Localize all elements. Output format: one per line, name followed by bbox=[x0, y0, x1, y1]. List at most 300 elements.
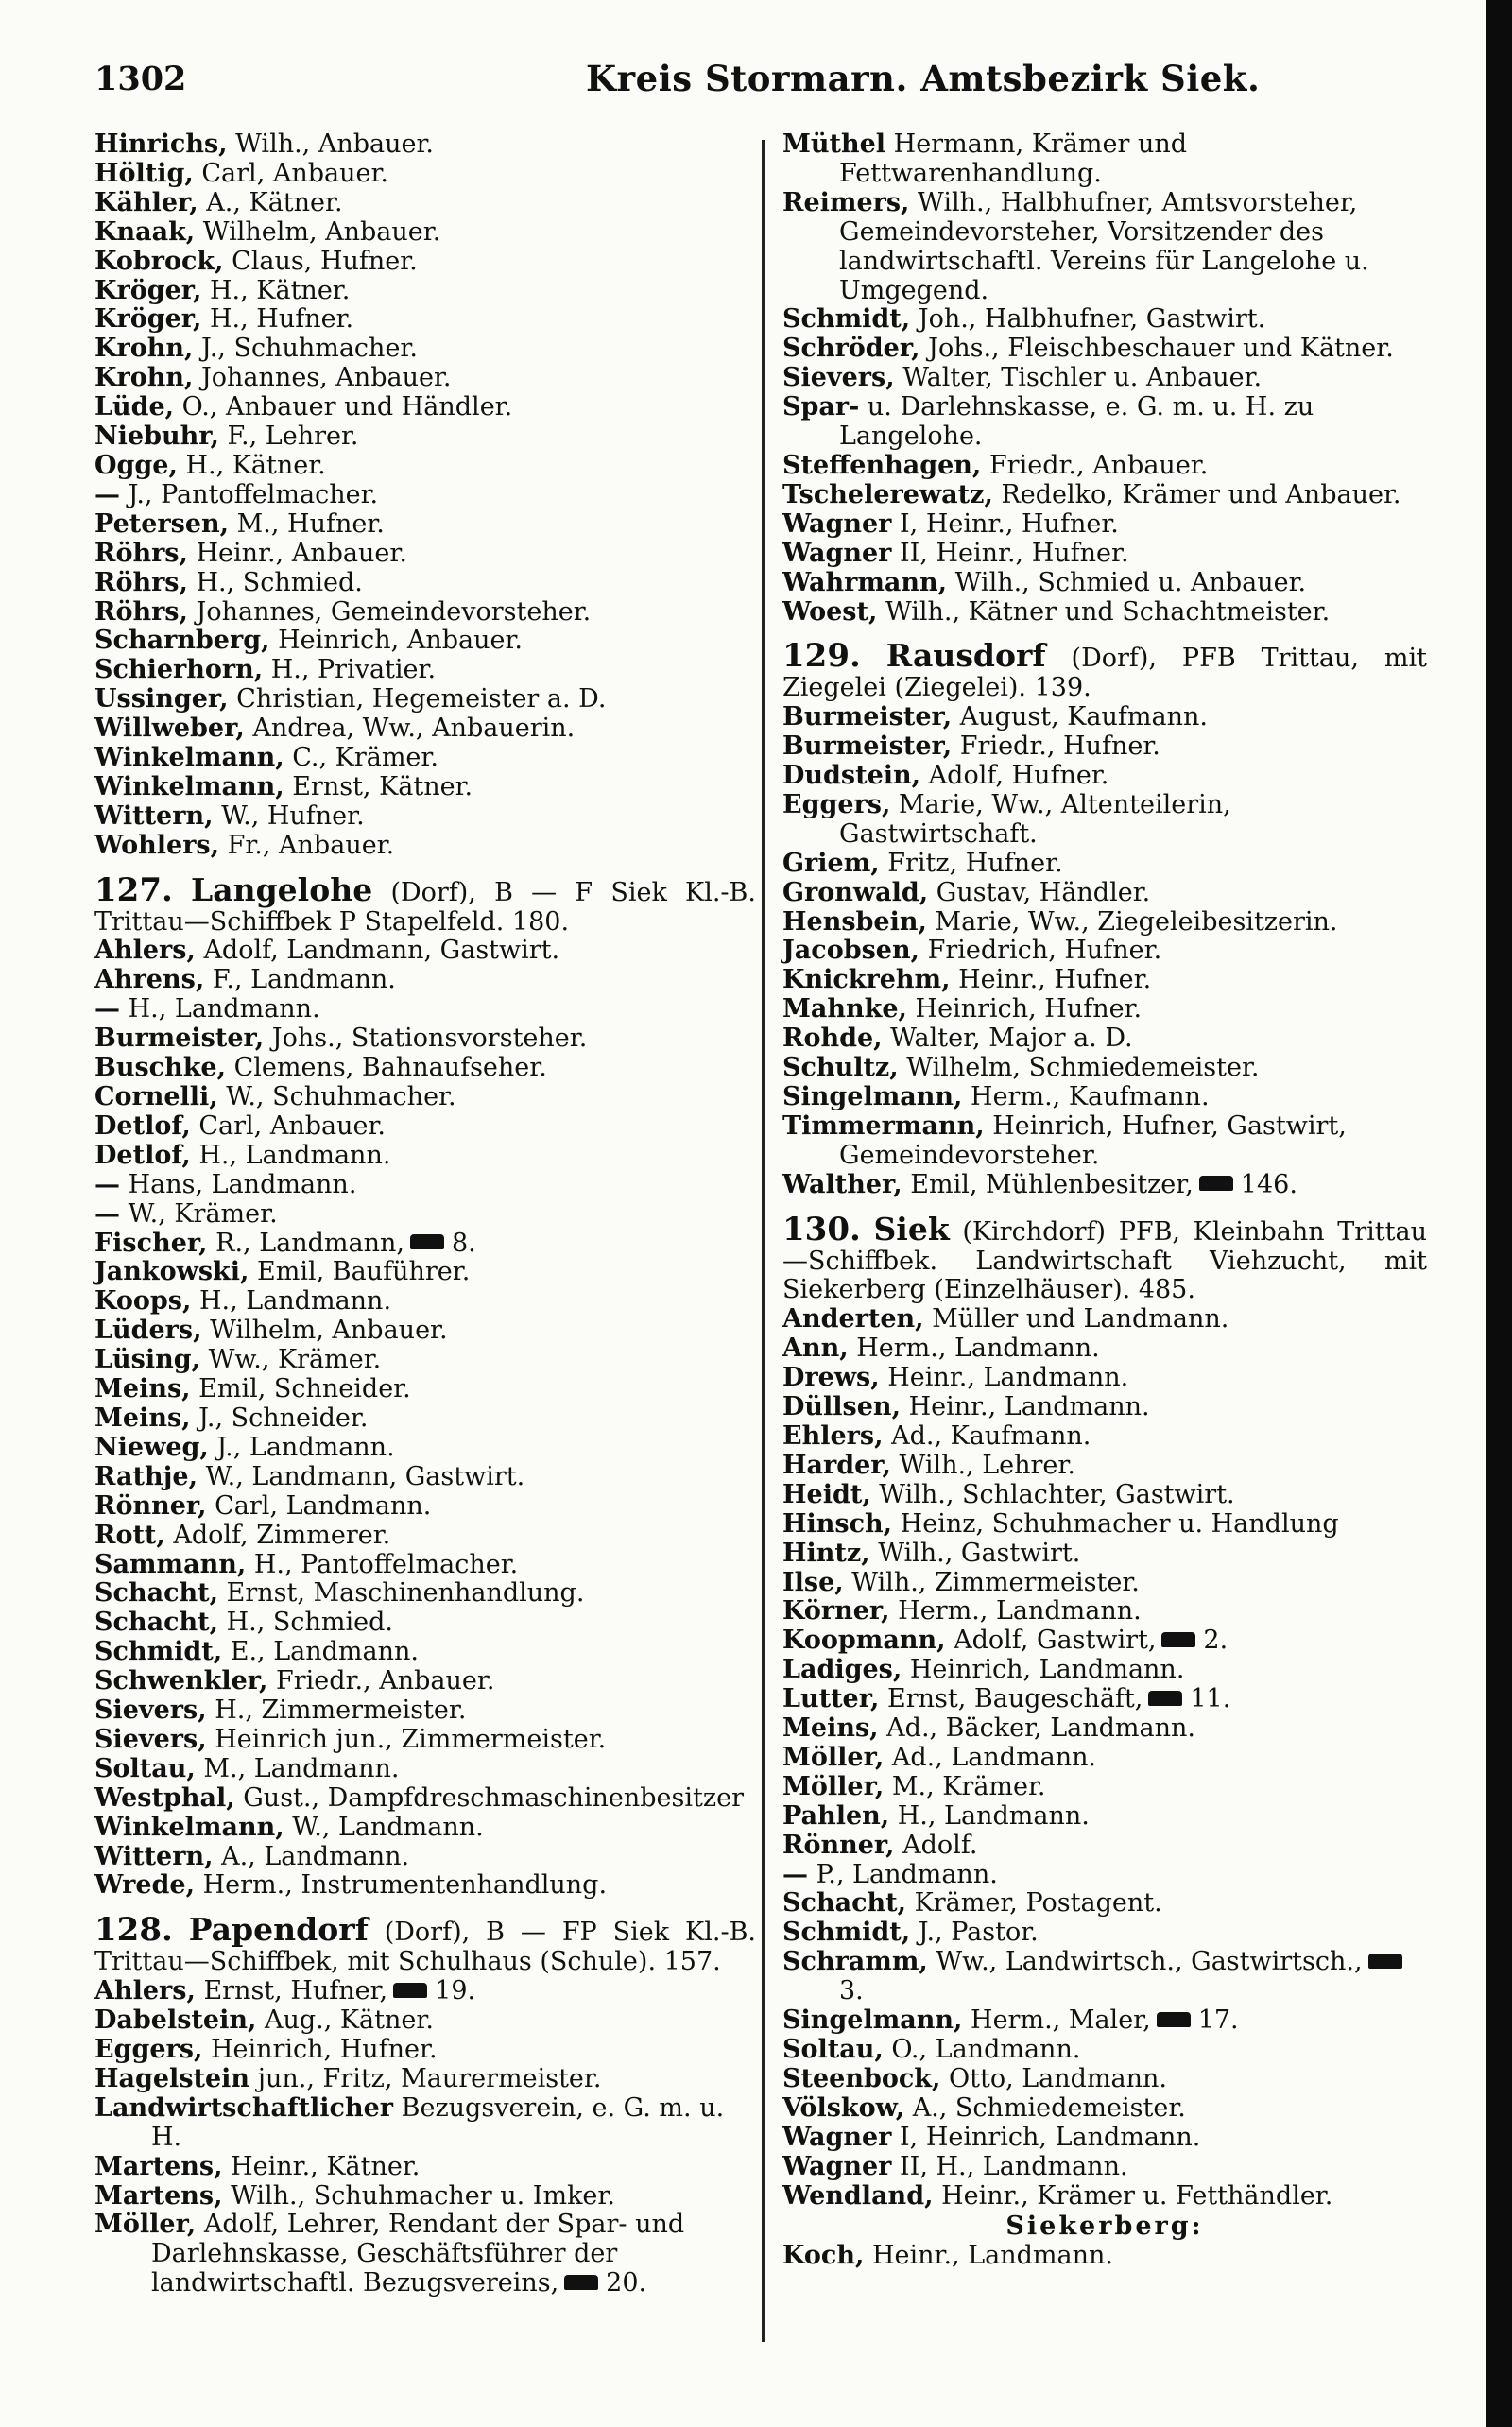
entry-name: Willweber, bbox=[94, 714, 245, 744]
entry-details: Wilhelm, Schmiedemeister. bbox=[906, 1053, 1260, 1083]
directory-entry bbox=[94, 1755, 756, 1784]
entry-details: Wilhelm, Anbauer. bbox=[202, 216, 441, 247]
phone-icon bbox=[564, 2275, 598, 2290]
entry-name: Hinsch, bbox=[782, 1508, 893, 1539]
entry-details: Clemens, Bahnaufseher. bbox=[233, 1053, 547, 1083]
entry-details: R., Landmann, bbox=[215, 1228, 404, 1258]
directory-entry bbox=[94, 393, 756, 422]
directory-entry bbox=[94, 2006, 756, 2036]
entry-name: Westphal, bbox=[94, 1782, 235, 1813]
directory-entry bbox=[782, 1481, 1427, 1510]
entry-name: Ann, bbox=[782, 1334, 849, 1364]
directory-entry bbox=[94, 1230, 756, 1259]
entry-name: Harder, bbox=[782, 1450, 891, 1480]
entry-name: Kröger, bbox=[94, 275, 202, 305]
entry-name: Knickrehm, bbox=[782, 965, 951, 995]
entry-details: H., Landmann. bbox=[897, 1800, 1090, 1831]
directory-entry bbox=[94, 1843, 756, 1872]
directory-entry bbox=[94, 452, 756, 481]
directory-entry bbox=[94, 1142, 756, 1171]
phone-number: 11. bbox=[1190, 1684, 1231, 1714]
entry-name: Schröder, bbox=[782, 334, 920, 364]
entry-details: Heinr., Landmann. bbox=[908, 1392, 1150, 1422]
directory-entry bbox=[94, 218, 756, 248]
entry-name: Fischer, bbox=[94, 1228, 208, 1258]
locality-details: (Kirchdorf) PFB, Kleinbahn Trittau—Schiffbek. Landwirtschaft Viehzucht, mit Siekerberg (Einzelhäuser). 485. bbox=[782, 1216, 1427, 1305]
locality-number: 129. bbox=[782, 637, 861, 676]
entry-details: W., Hufner. bbox=[221, 800, 365, 831]
entry-name: Möller, bbox=[782, 1771, 885, 1801]
directory-entry bbox=[782, 335, 1427, 364]
entry-name: Krohn, bbox=[94, 363, 194, 393]
entry-name: Walther, bbox=[782, 1169, 902, 1199]
directory-entry bbox=[94, 1434, 756, 1463]
entry-name: Burmeister, bbox=[782, 702, 953, 732]
phone-number: 17. bbox=[1197, 2005, 1239, 2036]
directory-entry bbox=[94, 277, 756, 306]
entry-details: Wilh., Gastwirt. bbox=[878, 1538, 1081, 1568]
right-column bbox=[782, 130, 1427, 2271]
entry-name: Knaak, bbox=[94, 216, 196, 247]
entry-details: Adolf. bbox=[902, 1830, 978, 1860]
directory-entry bbox=[94, 773, 756, 802]
directory-entry bbox=[94, 2036, 756, 2065]
directory-entry bbox=[94, 189, 756, 218]
entry-details: Carl, Anbauer. bbox=[201, 158, 389, 188]
entry-details: Friedr., Anbauer. bbox=[276, 1666, 495, 1696]
entry-details: H., Kätner. bbox=[210, 275, 351, 305]
locality-details: (Dorf), PFB Trittau, mit Ziegelei (Ziegelei). 139. bbox=[782, 644, 1427, 703]
entry-name: Dudstein, bbox=[782, 761, 921, 791]
entry-name: Meins, bbox=[94, 1374, 191, 1404]
entry-name: Rönner, bbox=[94, 1490, 207, 1521]
directory-entry bbox=[94, 569, 756, 598]
entry-name: Hensbein, bbox=[782, 906, 927, 937]
phone-icon bbox=[1157, 2012, 1191, 2027]
entry-name: Lüde, bbox=[94, 392, 175, 422]
phone-number: 2. bbox=[1203, 1626, 1228, 1656]
entry-name: Scharnberg, bbox=[94, 626, 270, 656]
directory-entry bbox=[94, 714, 756, 744]
entry-details: Ad., Kaufmann. bbox=[891, 1420, 1091, 1451]
entry-details: W., Landmann. bbox=[292, 1812, 484, 1842]
sub-heading: Siekerberg: bbox=[1005, 2212, 1204, 2242]
directory-entry bbox=[94, 1287, 756, 1317]
directory-entry bbox=[94, 656, 756, 685]
entry-details: Walter, Major a. D. bbox=[890, 1024, 1133, 1054]
entry-name: Eggers, bbox=[94, 2035, 203, 2064]
entry-details: A., Landmann. bbox=[221, 1841, 410, 1871]
entry-details: I, Heinr., Hufner. bbox=[899, 508, 1119, 539]
locality-heading bbox=[94, 1911, 756, 1977]
entry-name: Kähler, bbox=[94, 187, 198, 217]
directory-entry bbox=[782, 995, 1427, 1024]
entry-name: Ehlers, bbox=[782, 1420, 884, 1451]
entry-details: Heinr., Krämer u. Fetthändler. bbox=[941, 2180, 1333, 2211]
entry-details: Johs., Fleischbeschauer und Kätner. bbox=[928, 334, 1394, 364]
entry-name: Wagner bbox=[782, 508, 892, 539]
locality-heading bbox=[782, 637, 1427, 703]
directory-entry bbox=[94, 995, 756, 1024]
entry-details: Heinrich jun., Zimmermeister. bbox=[215, 1724, 607, 1754]
phone-number: 146. bbox=[1240, 1169, 1297, 1199]
entry-details: Heinrich, Anbauer. bbox=[278, 626, 524, 656]
entry-details: Wilh., Kätner und Schachtmeister. bbox=[885, 596, 1331, 627]
directory-entry bbox=[782, 937, 1427, 966]
directory-entry bbox=[782, 1422, 1427, 1452]
entry-details: J., Schneider. bbox=[198, 1403, 369, 1433]
entry-name: Schmidt, bbox=[782, 304, 911, 335]
directory-entry bbox=[94, 1404, 756, 1434]
entry-name: Rathje, bbox=[94, 1461, 198, 1491]
entry-name: Woest, bbox=[782, 596, 878, 627]
entry-details: E., Landmann. bbox=[230, 1637, 419, 1667]
entry-name: Buschke, bbox=[94, 1053, 227, 1083]
directory-entry bbox=[782, 1627, 1427, 1656]
directory-entry bbox=[94, 540, 756, 569]
entry-details: Wilh., Schuhmacher u. Imker. bbox=[231, 2180, 615, 2211]
entry-details: I, Heinrich, Landmann. bbox=[899, 2122, 1201, 2152]
entry-name: Ahlers, bbox=[94, 1976, 196, 2006]
directory-entry bbox=[94, 1346, 756, 1375]
entry-details: Friedrich, Hufner. bbox=[927, 936, 1162, 966]
directory-entry bbox=[94, 248, 756, 277]
directory-entry bbox=[782, 2006, 1427, 2036]
directory-entry bbox=[94, 627, 756, 656]
entry-name: Winkelmann, bbox=[94, 771, 284, 801]
entry-details: Aug., Kätner. bbox=[264, 2005, 434, 2036]
entry-details: Wilh., Lehrer. bbox=[899, 1450, 1075, 1480]
entry-name: Kröger, bbox=[94, 304, 202, 335]
entry-name: Winkelmann, bbox=[94, 1812, 284, 1842]
entry-details: Johannes, Gemeindevorsteher. bbox=[196, 596, 592, 627]
entry-name: Wagner bbox=[782, 538, 892, 568]
directory-entry bbox=[94, 1522, 756, 1551]
entry-details: Fritz, Hufner. bbox=[887, 848, 1063, 878]
directory-entry bbox=[782, 2153, 1427, 2182]
directory-entry bbox=[782, 2242, 1427, 2271]
entry-details: Heinr., Anbauer. bbox=[196, 538, 407, 568]
directory-entry bbox=[782, 1569, 1427, 1598]
directory-entry bbox=[94, 1667, 756, 1696]
entry-details: Wilh., Zimmermeister. bbox=[851, 1567, 1140, 1597]
directory-entry bbox=[94, 335, 756, 364]
entry-name: — bbox=[782, 1859, 808, 1889]
entry-details: Ernst, Kätner. bbox=[292, 771, 473, 801]
entry-details: Ernst, Hufner, bbox=[203, 1976, 388, 2006]
directory-entry bbox=[94, 510, 756, 540]
entry-details: Ww., Landwirtsch., Gastwirtsch., bbox=[936, 1947, 1363, 1977]
directory-entry bbox=[94, 1784, 756, 1814]
entry-details: jun., Fritz, Maurermeister. bbox=[257, 2063, 602, 2093]
entry-name: Wagner bbox=[782, 2122, 892, 2152]
entry-name: Ahlers, bbox=[94, 936, 196, 966]
entry-details: Wilh., Anbauer. bbox=[235, 129, 434, 159]
locality-number: 128. bbox=[94, 1911, 173, 1950]
entry-name: Griem, bbox=[782, 848, 880, 878]
entry-details: Marie, Ww., Altenteilerin, Gastwirtschaft. bbox=[839, 789, 1231, 849]
entry-details: O., Anbauer und Händler. bbox=[181, 392, 513, 422]
entry-name: Krohn, bbox=[94, 334, 194, 364]
directory-entry bbox=[94, 2153, 756, 2182]
directory-entry bbox=[782, 1393, 1427, 1422]
directory-entry bbox=[782, 1452, 1427, 1481]
page-header bbox=[94, 45, 1446, 112]
directory-entry bbox=[782, 879, 1427, 908]
entry-name: Wohlers, bbox=[94, 830, 220, 860]
entry-details: II, Heinr., Hufner. bbox=[899, 538, 1129, 568]
entry-name: Schramm, bbox=[782, 1947, 928, 1977]
entry-name: Koch, bbox=[782, 2241, 865, 2271]
directory-entry bbox=[94, 966, 756, 995]
phone-icon bbox=[393, 1983, 427, 1998]
entry-name: Landwirtschaftlicher bbox=[94, 2092, 394, 2123]
directory-entry bbox=[782, 2124, 1427, 2153]
directory-entry bbox=[782, 703, 1427, 732]
entry-details: Joh., Halbhufner, Gastwirt. bbox=[918, 304, 1266, 335]
entry-name: Schmidt, bbox=[94, 1637, 223, 1667]
entry-details: II, H., Landmann. bbox=[899, 2151, 1128, 2181]
entry-name: Schmidt, bbox=[782, 1918, 911, 1948]
locality-number: 127. bbox=[94, 870, 173, 909]
directory-entry bbox=[782, 1802, 1427, 1832]
entry-details: Hans, Landmann. bbox=[128, 1169, 357, 1199]
entry-details: Fr., Anbauer. bbox=[227, 830, 395, 860]
entry-name: Müthel bbox=[782, 129, 886, 159]
entry-name: Völskow, bbox=[782, 2092, 905, 2123]
entry-details: Heinrich, Landmann. bbox=[909, 1655, 1185, 1685]
entry-details: M., Landmann. bbox=[203, 1753, 400, 1783]
entry-details: Otto, Landmann. bbox=[949, 2063, 1168, 2093]
directory-entry bbox=[782, 2094, 1427, 2124]
directory-entry bbox=[94, 1463, 756, 1492]
entry-details: W., Landmann, Gastwirt. bbox=[205, 1461, 525, 1491]
directory-entry bbox=[94, 1112, 756, 1142]
entry-details: Ad., Bäcker, Landmann. bbox=[886, 1713, 1195, 1744]
entry-details: Wilh., Halbhufner, Amtsvorsteher, Gemeindevorsteher, Vorsitzender des landwirtschaftl. Vereins für Langelohe u. Umgegend. bbox=[839, 187, 1369, 305]
entry-name: Koops, bbox=[94, 1286, 192, 1317]
entry-details: Krämer, Postagent. bbox=[914, 1888, 1162, 1919]
entry-details: W., Krämer. bbox=[128, 1198, 278, 1229]
entry-details: Redelko, Krämer und Anbauer. bbox=[1001, 479, 1401, 509]
directory-entry bbox=[94, 1375, 756, 1404]
entry-details: Herm., Landmann. bbox=[898, 1596, 1142, 1627]
entry-details: Walter, Tischler u. Anbauer. bbox=[902, 363, 1263, 393]
entry-details: Herm., Kaufmann. bbox=[971, 1082, 1210, 1111]
entry-details: J., Landmann. bbox=[216, 1432, 395, 1462]
entry-name: Singelmann, bbox=[782, 2005, 963, 2036]
entry-details: P., Landmann. bbox=[816, 1859, 998, 1889]
directory-entry bbox=[782, 2065, 1427, 2094]
directory-entry bbox=[94, 364, 756, 393]
directory-entry bbox=[782, 481, 1427, 510]
directory-entry bbox=[782, 732, 1427, 762]
entry-details: Emil, Schneider. bbox=[198, 1374, 411, 1404]
directory-entry bbox=[94, 1054, 756, 1083]
directory-entry bbox=[782, 1656, 1427, 1685]
directory-entry bbox=[782, 1744, 1427, 1773]
directory-entry bbox=[782, 598, 1427, 628]
entry-name: Sievers, bbox=[94, 1724, 207, 1754]
directory-entry bbox=[782, 908, 1427, 938]
directory-entry bbox=[782, 1861, 1427, 1890]
directory-entry bbox=[94, 160, 756, 189]
entry-name: Schierhorn, bbox=[94, 655, 264, 685]
running-head: Kreis Stormarn. Amtsbezirk Siek. bbox=[586, 58, 1261, 99]
entry-details: H., Kätner. bbox=[185, 450, 326, 480]
entry-name: Soltau, bbox=[94, 1753, 196, 1783]
directory-entry bbox=[94, 598, 756, 628]
entry-name: Detlof, bbox=[94, 1110, 191, 1141]
entry-name: Spar- bbox=[782, 392, 860, 422]
phone-number: 19. bbox=[435, 1976, 476, 2006]
directory-entry bbox=[782, 1948, 1427, 2006]
directory-entry bbox=[782, 1510, 1427, 1540]
directory-entry bbox=[782, 1540, 1427, 1569]
locality-details: (Dorf), B — FP Siek Kl.-B. Trittau—Schiffbek, mit Schulhaus (Schule). 157. bbox=[94, 1918, 756, 1977]
entry-name: Sammann, bbox=[94, 1549, 247, 1579]
entry-details: Adolf, Hufner. bbox=[928, 761, 1109, 791]
entry-details: Adolf, Landmann, Gastwirt. bbox=[203, 936, 560, 966]
directory-entry bbox=[94, 685, 756, 714]
entry-name: Ahrens, bbox=[94, 965, 205, 995]
entry-name: Meins, bbox=[94, 1403, 191, 1433]
entry-name: Steenbock, bbox=[782, 2063, 941, 2093]
locality-number: 130. bbox=[782, 1210, 861, 1248]
entry-name: Mahnke, bbox=[782, 994, 907, 1024]
phone-number: 8. bbox=[451, 1228, 476, 1258]
entry-name: Sievers, bbox=[782, 363, 895, 393]
entry-name: Schacht, bbox=[94, 1608, 219, 1638]
page-edge-shadow bbox=[1486, 0, 1512, 2427]
directory-entry bbox=[782, 2182, 1427, 2212]
directory-entry bbox=[782, 1083, 1427, 1112]
entry-name: Möller, bbox=[782, 1742, 885, 1772]
entry-details: Johannes, Anbauer. bbox=[200, 363, 452, 393]
entry-name: Martens, bbox=[94, 2180, 223, 2211]
entry-name: Tschelerewatz, bbox=[782, 479, 993, 509]
entry-details: Adolf, Zimmerer. bbox=[173, 1520, 391, 1550]
directory-entry bbox=[782, 452, 1427, 481]
entry-name: — bbox=[94, 1169, 120, 1199]
entry-name: Lutter, bbox=[782, 1684, 880, 1714]
locality-name: Papendorf bbox=[188, 1911, 369, 1949]
directory-entry bbox=[782, 1773, 1427, 1802]
entry-details: Heinr., Hufner. bbox=[958, 965, 1152, 995]
entry-details: H., Schmied. bbox=[196, 567, 363, 597]
entry-details: Carl, Anbauer. bbox=[198, 1110, 386, 1141]
phone-icon bbox=[410, 1234, 444, 1249]
entry-name: Hinrichs, bbox=[94, 129, 228, 159]
directory-entry bbox=[782, 130, 1427, 189]
phone-icon bbox=[1368, 1954, 1402, 1969]
entry-details: Adolf, Gastwirt, bbox=[954, 1626, 1157, 1656]
entry-name: Sievers, bbox=[94, 1695, 207, 1726]
entry-details: Marie, Ww., Ziegeleibesitzerin. bbox=[935, 906, 1338, 937]
entry-details: Friedr., Anbauer. bbox=[988, 450, 1209, 480]
entry-details: u. Darlehnskasse, e. G. m. u. H. zu Langelohe. bbox=[839, 392, 1314, 452]
entry-details: H., Schmied. bbox=[226, 1608, 393, 1638]
entry-name: Röhrs, bbox=[94, 596, 188, 627]
entry-name: Burmeister, bbox=[782, 732, 953, 762]
page-number: 1302 bbox=[94, 59, 187, 98]
locality-name: Langelohe bbox=[191, 870, 373, 908]
entry-name: Pahlen, bbox=[782, 1800, 890, 1831]
directory-entry bbox=[782, 850, 1427, 879]
entry-details: O., Landmann. bbox=[891, 2035, 1081, 2064]
entry-details: F., Landmann. bbox=[212, 965, 396, 995]
directory-entry bbox=[94, 2211, 756, 2298]
entry-name: Lüsing, bbox=[94, 1345, 200, 1375]
entry-name: Nieweg, bbox=[94, 1432, 209, 1462]
entry-details: Claus, Hufner. bbox=[232, 246, 418, 276]
entry-name: Niebuhr, bbox=[94, 422, 219, 452]
directory-entry bbox=[782, 510, 1427, 540]
directory-entry bbox=[782, 540, 1427, 569]
phone-number: 3. bbox=[839, 1976, 864, 2006]
directory-entry bbox=[782, 1334, 1427, 1364]
entry-name: Möller, bbox=[94, 2210, 197, 2240]
entry-details: Heinrich, Hufner. bbox=[210, 2035, 438, 2064]
entry-details: Wilh., Schmied u. Anbauer. bbox=[954, 567, 1307, 597]
entry-name: Wagner bbox=[782, 2151, 892, 2181]
locality-heading bbox=[94, 870, 756, 938]
entry-name: Anderten, bbox=[782, 1304, 924, 1334]
entry-details: J., Pastor. bbox=[918, 1918, 1039, 1948]
directory-entry bbox=[94, 1638, 756, 1667]
entry-details: Heinr., Landmann. bbox=[871, 2241, 1113, 2271]
directory-entry bbox=[782, 364, 1427, 393]
phone-icon bbox=[1161, 1632, 1195, 1647]
directory-entry bbox=[94, 1696, 756, 1726]
directory-entry bbox=[94, 1258, 756, 1287]
directory-entry bbox=[94, 744, 756, 773]
entry-details: Heinrich, Hufner, Gastwirt, Gemeindevorsteher. bbox=[839, 1110, 1347, 1170]
directory-entry bbox=[782, 1112, 1427, 1171]
directory-entry bbox=[782, 1364, 1427, 1393]
entry-name: Ilse, bbox=[782, 1567, 844, 1597]
directory-entry bbox=[94, 1551, 756, 1580]
entry-name: Jankowski, bbox=[94, 1257, 249, 1287]
entry-details: Ernst, Baugeschäft, bbox=[887, 1684, 1143, 1714]
entry-details: H., Privatier. bbox=[270, 655, 437, 685]
entry-details: Müller und Landmann. bbox=[932, 1304, 1229, 1334]
directory-entry bbox=[94, 2065, 756, 2094]
directory-entry bbox=[782, 1597, 1427, 1627]
directory-entry bbox=[94, 1726, 756, 1755]
entry-details: C., Krämer. bbox=[292, 743, 438, 773]
entry-details: Heinrich, Hufner. bbox=[915, 994, 1143, 1024]
entry-details: H., Hufner. bbox=[210, 304, 354, 335]
directory-entry bbox=[94, 1977, 756, 2006]
directory-entry bbox=[782, 305, 1427, 335]
entry-details: M., Krämer. bbox=[891, 1771, 1046, 1801]
directory-entry bbox=[94, 1171, 756, 1200]
directory-entry bbox=[782, 189, 1427, 306]
entry-name: Rohde, bbox=[782, 1024, 883, 1054]
entry-name: Heidt, bbox=[782, 1479, 871, 1509]
entry-name: Ladiges, bbox=[782, 1655, 902, 1685]
entry-name: Cornelli, bbox=[94, 1082, 218, 1111]
left-column bbox=[94, 130, 756, 2298]
locality-name: Siek bbox=[873, 1210, 950, 1248]
directory-entry bbox=[94, 2182, 756, 2212]
entry-details: H., Pantoffelmacher. bbox=[253, 1549, 519, 1579]
entry-name: Singelmann, bbox=[782, 1082, 963, 1111]
directory-entry bbox=[94, 2094, 756, 2153]
directory-entry bbox=[782, 791, 1427, 850]
directory-entry bbox=[782, 1305, 1427, 1334]
